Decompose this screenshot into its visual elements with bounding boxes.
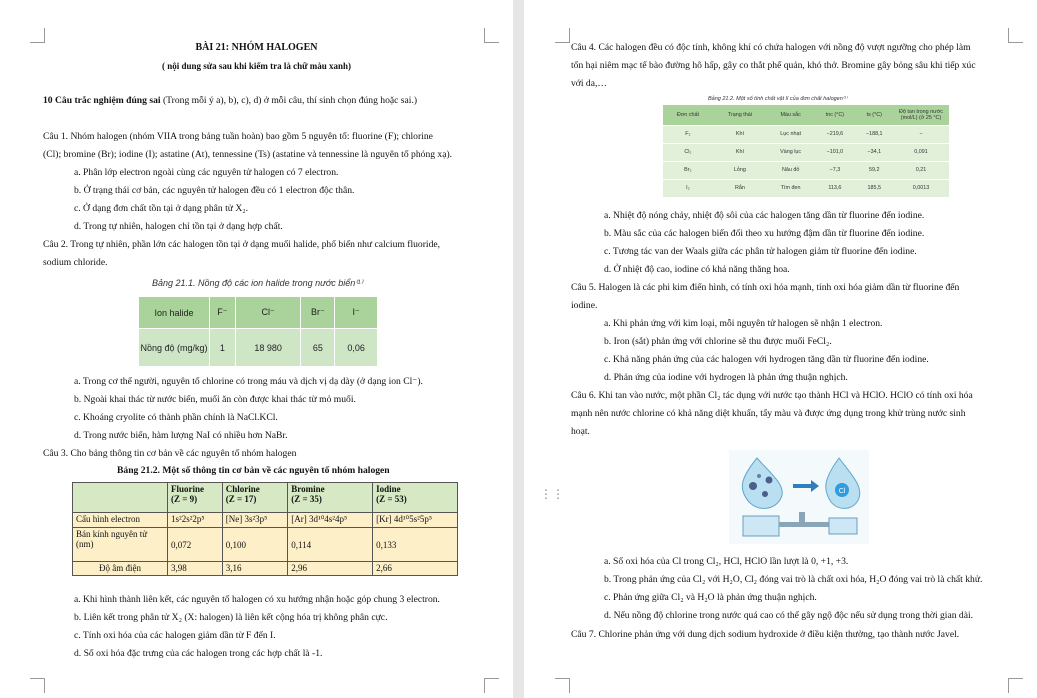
table-21-2 xyxy=(72,482,458,576)
table-cell: [Ar] 3d¹⁰4s²4p⁵ xyxy=(288,513,373,528)
table-cell: 0,21 xyxy=(893,161,949,179)
table-21-2-caption: Bảng 21.2. Một số thông tin cơ bản về các nguyên tố nhóm halogen xyxy=(117,465,390,476)
table-cell: Khí xyxy=(713,143,767,161)
page-corner-mark xyxy=(555,28,570,43)
table-cell: F₂ xyxy=(663,125,713,143)
page-corner-mark xyxy=(30,28,45,43)
table-cell: 18 980 xyxy=(235,329,301,367)
table-header-cell: ts (°C) xyxy=(856,105,894,125)
table-cell: 65 xyxy=(301,329,335,367)
question-1-option-d: d. Trong tự nhiên, halogen chỉ tồn tại ở dạng hợp chất. xyxy=(74,221,283,232)
page-corner-mark xyxy=(1008,28,1023,43)
table-cell: I₂ xyxy=(663,179,713,197)
question-1-option-c: c. Ở dạng đơn chất tồn tại ở dạng phân tử X₂. xyxy=(74,203,249,214)
question-6-line-1: Câu 6. Khi tan vào nước, một phần Cl₂ tác dụng với nước tạo thành HCl và HClO. HClO có tính oxi hóa xyxy=(571,390,973,401)
table-cell: [Ne] 3s²3p⁵ xyxy=(222,513,288,528)
instructions-text: (Trong mỗi ý a), b), c), d) ở mỗi câu, thí sinh chọn đúng hoặc sai.) xyxy=(160,95,418,106)
table-header-cell: Iodine (Z = 53) xyxy=(373,483,458,513)
table-row-label: Nồng độ (mg/kg) xyxy=(139,329,210,367)
question-6-option-d: d. Nếu nồng độ chlorine trong nước quá cao có thể gây ngộ độc nếu sử dụng trong thời gian dài. xyxy=(604,610,974,621)
question-4-line-1: Câu 4. Các halogen đều có độc tính, không khí có chứa halogen với nồng độ vượt ngưỡng cho phép làm xyxy=(571,42,971,53)
table-header-cell: Đơn chất xyxy=(663,105,713,125)
question-3-option-c: c. Tính oxi hóa của các halogen giảm dần từ F đến I. xyxy=(74,630,276,641)
table-cell: 0,133 xyxy=(373,528,458,562)
table-21-1 xyxy=(138,296,378,367)
question-4-line-2: tổn hại niêm mạc tế bào đường hô hấp, gây co thắt phế quản, khó thở. Bromine gây bỏng sâu khi tiếp xúc xyxy=(571,60,976,71)
basin-icon xyxy=(829,518,857,534)
lesson-subtitle: ( nội dung sửa sau khi kiểm tra là chữ màu xanh) xyxy=(161,61,352,71)
table-cell: 1s²2s²2p⁵ xyxy=(168,513,223,528)
question-5-option-d: d. Phản ứng của iodine với hydrogen là phản ứng thuận nghịch. xyxy=(604,372,848,383)
lesson-title: BÀI 21: NHÓM HALOGEN xyxy=(195,42,318,53)
table-cell: 3,16 xyxy=(222,562,288,576)
table-cell: 2,96 xyxy=(288,562,373,576)
instructions-bold: 10 Câu trắc nghiệm đúng sai xyxy=(43,95,161,106)
table-cell: Lỏng xyxy=(713,161,767,179)
table-row-label: Độ âm điện xyxy=(73,562,168,576)
table-header-cell: Fluorine (Z = 9) xyxy=(168,483,223,513)
instructions xyxy=(43,95,417,107)
table-cell: 185,5 xyxy=(856,179,894,197)
table-cell: Vàng lục xyxy=(767,143,814,161)
question-3-option-a: a. Khi hình thành liên kết, các nguyên tố halogen có xu hướng nhận hoặc góp chung 3 electron. xyxy=(74,594,440,605)
page-corner-mark xyxy=(484,28,499,43)
question-1-option-b: b. Ở trạng thái cơ bản, các nguyên tử halogen đều có 1 electron độc thân. xyxy=(74,185,355,196)
question-3-line-1: Câu 3. Cho bảng thông tin cơ bản về các nguyên tố nhóm halogen xyxy=(43,448,297,459)
physical-properties-caption: Bảng 21.2. Một số tính chất vật lí của đơn chất halogen⁽¹⁾ xyxy=(708,96,848,102)
question-6-line-2: mạnh nên nước chlorine có khả năng diệt khuẩn, tẩy màu và được ứng dụng trong khử trùng nước sinh xyxy=(571,408,966,419)
question-2-line-1: Câu 2. Trong tự nhiên, phần lớn các halogen tồn tại ở dạng muối halide, phổ biến như calcium fluoride, xyxy=(43,239,441,250)
question-1-line-2: (Cl); bromine (Br); iodine (I); astatine (At), tennessine (Ts) (astatine và tennessine là nguyên tố phóng xạ). xyxy=(43,149,453,160)
page-corner-mark xyxy=(484,678,499,693)
table-cell: Cl₂ xyxy=(663,143,713,161)
water-tank-icon xyxy=(743,516,779,536)
table-cell: −219,6 xyxy=(814,125,855,143)
table-cell: −7,3 xyxy=(814,161,855,179)
page-corner-mark xyxy=(555,678,570,693)
question-1-line-1: Câu 1. Nhóm halogen (nhóm VIIA trong bảng tuần hoàn) bao gồm 5 nguyên tố: fluorine (F); chlorine xyxy=(43,131,433,142)
question-1-option-a: a. Phân lớp electron ngoài cùng các nguyên tử halogen có 7 electron. xyxy=(74,167,339,178)
table-cell: Lục nhạt xyxy=(767,125,814,143)
table-cell: 0,100 xyxy=(222,528,288,562)
question-5-option-b: b. Iron (sắt) phản ứng với chlorine sẽ thu được muối FeCl₂. xyxy=(604,336,832,347)
table-cell: Tím đen xyxy=(767,179,814,197)
question-2-option-a: a. Trong cơ thể người, nguyên tố chlorine có trong máu và dịch vị dạ dày (ở dạng ion Cl⁻). xyxy=(74,376,423,387)
page-corner-mark xyxy=(30,678,45,693)
question-6-option-b: b. Trong phản ứng của Cl₂ với H₂O, Cl₂ đóng vai trò là chất oxi hóa, H₂O đóng vai trò là chất khử. xyxy=(604,574,983,585)
table-header-cell: Chlorine (Z = 17) xyxy=(222,483,288,513)
document-page-left xyxy=(0,0,513,698)
table-cell: −101,0 xyxy=(814,143,855,161)
table-header-cell: I⁻ xyxy=(335,297,378,329)
table-cell: 59,2 xyxy=(856,161,894,179)
question-3-option-b: b. Liên kết trong phân tử X₂ (X: halogen) là liên kết cộng hóa trị không phân cực. xyxy=(74,612,388,623)
table-cell: [Kr] 4d¹⁰5s²5p⁵ xyxy=(373,513,458,528)
table-cell: Br₂ xyxy=(663,161,713,179)
table-cell: 0,06 xyxy=(335,329,378,367)
page-corner-mark xyxy=(1008,678,1023,693)
drag-handle-icon[interactable]: ⋮⋮ xyxy=(540,487,564,501)
question-4-line-3: với da,… xyxy=(571,78,607,89)
table-cell: Khí xyxy=(713,125,767,143)
document-page-right xyxy=(524,0,1037,698)
table-header-cell: tnc (°C) xyxy=(814,105,855,125)
table-cell: 113,6 xyxy=(814,179,855,197)
question-4-option-a: a. Nhiệt độ nóng chảy, nhiệt độ sôi của các halogen tăng dần từ fluorine đến iodine. xyxy=(604,210,925,221)
table-header-cell xyxy=(73,483,168,513)
question-2-line-2: sodium chloride. xyxy=(43,257,108,268)
question-4-option-b: b. Màu sắc của các halogen biến đổi theo xu hướng đậm dần từ fluorine đến iodine. xyxy=(604,228,925,239)
table-21-1-caption: Bảng 21.1. Nồng độ các ion halide trong nước biển⁽¹⁾ xyxy=(152,278,363,288)
question-6-option-a: a. Số oxi hóa của Cl trong Cl₂, HCl, HClO lần lượt là 0, +1, +3. xyxy=(604,556,849,567)
table-row-label: Bán kính nguyên tử (nm) xyxy=(73,528,168,562)
table-header-cell: Màu sắc xyxy=(767,105,814,125)
question-7-line-1: Câu 7. Chlorine phản ứng với dung dịch sodium hydroxide ở điều kiện thường, tạo thành nước Javel. xyxy=(571,629,960,640)
table-cell: 2,66 xyxy=(373,562,458,576)
table-cell: − xyxy=(893,125,949,143)
table-cell: Nâu đỏ xyxy=(767,161,814,179)
question-4-option-d: d. Ở nhiệt độ cao, iodine có khả năng thăng hoa. xyxy=(604,264,790,275)
question-5-line-2: iodine. xyxy=(571,300,598,311)
question-5-line-1: Câu 5. Halogen là các phi kim điển hình, có tính oxi hóa mạnh, tính oxi hóa giảm dần từ fluorine đến xyxy=(571,282,960,293)
question-2-option-c: c. Khoáng cryolite có thành phần chính là NaCl.KCl. xyxy=(74,412,278,423)
water-disinfection-illustration xyxy=(729,450,869,544)
faucet-icon xyxy=(799,512,805,524)
table-header-cell: Bromine (Z = 35) xyxy=(288,483,373,513)
question-4-option-c: c. Tương tác van der Waals giữa các phân tử halogen giảm từ fluorine đến iodine. xyxy=(604,246,917,257)
question-5-option-a: a. Khi phản ứng với kim loại, mỗi nguyên tử halogen sẽ nhận 1 electron. xyxy=(604,318,883,329)
question-6-option-c: c. Phản ứng giữa Cl₂ và H₂O là phản ứng thuận nghịch. xyxy=(604,592,817,603)
table-cell: Rắn xyxy=(713,179,767,197)
table-cell: −34,1 xyxy=(856,143,894,161)
question-3-option-d: d. Số oxi hóa đặc trưng của các halogen trong các hợp chất là -1. xyxy=(74,648,323,659)
chlorine-badge-label: Cl xyxy=(838,488,846,495)
table-cell: 3,98 xyxy=(168,562,223,576)
table-cell: −188,1 xyxy=(856,125,894,143)
table-header-cell: Độ tan trong nước (mol/L) (ở 25 °C) xyxy=(893,105,949,125)
question-2-option-d: d. Trong nước biển, hàm lượng NaI có nhiều hơn NaBr. xyxy=(74,430,288,441)
table-cell: 1 xyxy=(210,329,236,367)
table-header-cell: F⁻ xyxy=(210,297,236,329)
table-header-cell: Br⁻ xyxy=(301,297,335,329)
table-cell: 0,072 xyxy=(168,528,223,562)
table-cell: 0,114 xyxy=(288,528,373,562)
question-2-option-b: b. Ngoài khai thác từ nước biển, muối ăn còn được khai thác từ mỏ muối. xyxy=(74,394,356,405)
table-row-label: Cấu hình electron xyxy=(73,513,168,528)
question-6-line-3: hoạt. xyxy=(571,426,590,437)
physical-properties-table xyxy=(663,105,949,198)
table-header-cell: Ion halide xyxy=(139,297,210,329)
question-5-option-c: c. Khả năng phản ứng của các halogen với hydrogen tăng dần từ fluorine đến iodine. xyxy=(604,354,929,365)
table-cell: 0,091 xyxy=(893,143,949,161)
table-cell: 0,0013 xyxy=(893,179,949,197)
table-header-cell: Trạng thái xyxy=(713,105,767,125)
table-header-cell: Cl⁻ xyxy=(235,297,301,329)
